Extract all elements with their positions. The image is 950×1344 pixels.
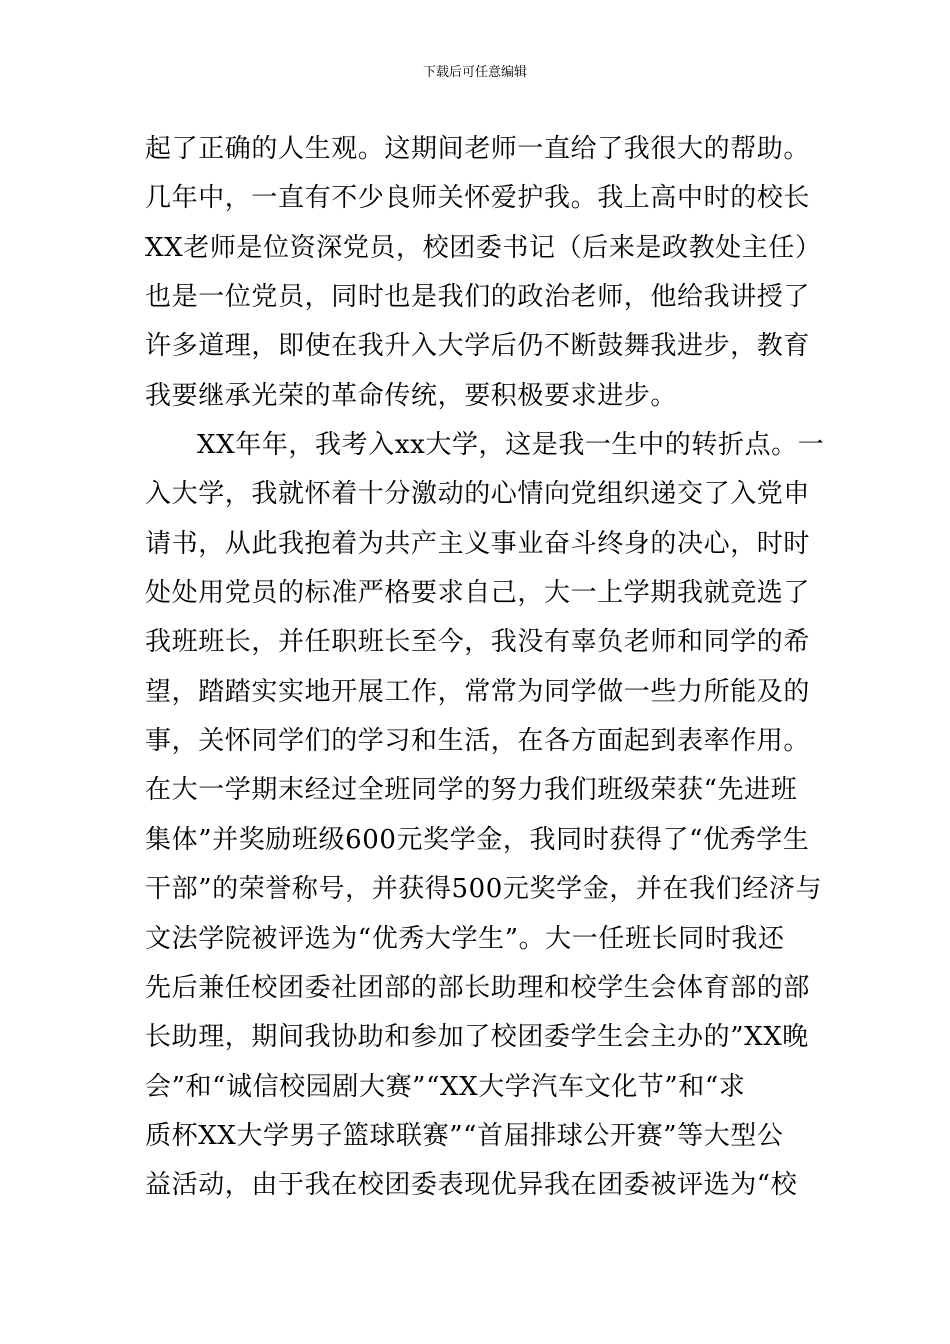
text-line: 质杯XX大学男子篮球联赛”“首届排球公开赛”等大型公 [145,1120,784,1151]
text-line: 处处用党员的标准严格要求自己，大一上学期我就竞选了 [145,578,811,609]
text-line: 益活动，由于我在校团委表现优异我在团委被评选为“校 [145,1170,798,1201]
text-line: 干部”的荣誉称号，并获得500元奖学金，并在我们经济与 [145,874,823,905]
text-line: 也是一位党员，同时也是我们的政治老师，他给我讲授了 [145,282,811,313]
page-header: 下载后可任意编辑 [422,65,527,80]
text-line: 许多道理，即使在我升入大学后仍不断鼓舞我进步，教育 [145,331,811,362]
text-line: 我要继承光荣的革命传统，要积极要求进步。 [145,380,678,411]
text-line: 入大学，我就怀着十分激动的心情向党组织递交了入党申 [145,479,811,510]
text-line: 长助理，期间我协助和参加了校团委学生会主办的”XX晚 [145,1022,809,1053]
paragraph-2 [145,421,825,1211]
text-line: 先后兼任校团委社团部的部长助理和校学生会体育部的部 [145,972,811,1003]
text-line: XX老师是位资深党员，校团委书记（后来是政教处主任） [145,232,822,263]
text-line: XX年年，我考入xx大学，这是我一生中的转折点。一 [197,430,825,461]
text-line: 望，踏踏实实地开展工作，常常为同学做一些力所能及的 [145,676,811,707]
text-line: 会”和“诚信校园剧大赛”“XX大学汽车文化节”和“求 [145,1071,746,1102]
text-line: 我班班长，并任职班长至今，我没有辜负老师和同学的希 [145,627,811,658]
text-line: 文法学院被评选为“优秀大学生”。大一任班长同时我还 [145,923,785,954]
text-line: 集体”并奖励班级600元奖学金，我同时获得了“优秀学生 [145,824,810,855]
text-line: 几年中，一直有不少良师关怀爱护我。我上高中时的校长 [145,183,811,214]
text-line: 起了正确的人生观。这期间老师一直给了我很大的帮助。 [145,134,811,164]
document-body [145,125,825,1211]
text-line: 事，关怀同学们的学习和生活，在各方面起到表率作用。 [145,726,811,757]
text-line: 请书，从此我抱着为共产主义事业奋斗终身的决心，时时 [145,528,811,559]
text-line: 在大一学期末经过全班同学的努力我们班级荣获“先进班 [145,775,798,806]
paragraph-1 [145,125,822,421]
